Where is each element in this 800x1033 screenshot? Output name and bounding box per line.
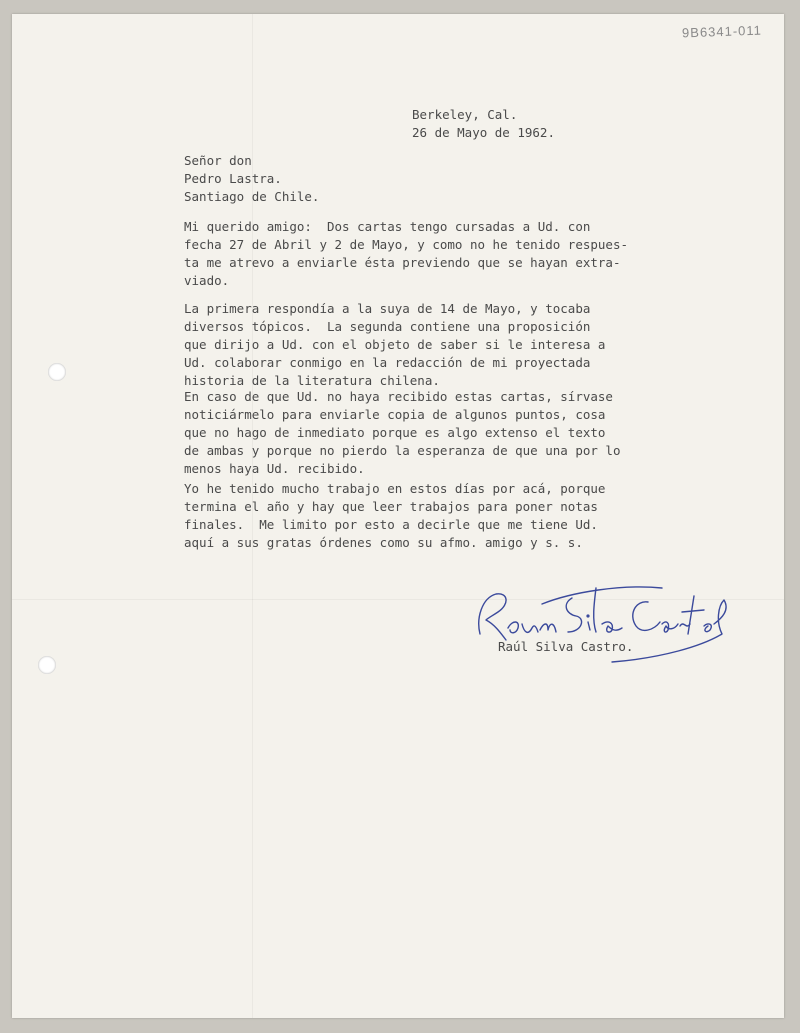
addressee-line: Señor don (184, 153, 252, 168)
text-line: Ud. colaborar conmigo en la redacción de mi proyectada (184, 355, 591, 370)
text-line: que no hago de inmediato porque es algo extenso el texto (184, 425, 606, 440)
paragraph-2 (184, 300, 605, 390)
punch-hole-top (48, 363, 66, 381)
paragraph-4 (184, 480, 605, 552)
text-line: ta me atrevo a enviarle ésta previendo que se hayan extra- (184, 255, 621, 270)
text-line: de ambas y porque no pierdo la esperanza de que una por lo (184, 443, 621, 458)
text-line: noticiármelo para enviarle copia de algunos puntos, cosa (184, 407, 606, 422)
paragraph-3 (184, 388, 621, 478)
text-line: historia de la literatura chilena. (184, 373, 440, 388)
paragraph-1 (184, 218, 628, 290)
addressee-block (184, 152, 319, 206)
text-line: que dirijo a Ud. con el objeto de saber si le interesa a (184, 337, 606, 352)
dateline-place: Berkeley, Cal. (412, 107, 518, 122)
text-line: aquí a sus gratas órdenes como su afmo. amigo y s. s. (184, 535, 583, 550)
text-line: viado. (184, 273, 230, 288)
text-line: Yo he tenido mucho trabajo en estos días por acá, porque (184, 481, 606, 496)
text-line: Mi querido amigo: Dos cartas tengo cursadas a Ud. con (184, 219, 591, 234)
letter-page (12, 14, 784, 1018)
text-line: menos haya Ud. recibido. (184, 461, 365, 476)
dateline (412, 106, 555, 142)
text-line: En caso de que Ud. no haya recibido estas cartas, sírvase (184, 389, 613, 404)
text-line: La primera respondía a la suya de 14 de Mayo, y tocaba (184, 301, 591, 316)
addressee-line: Pedro Lastra. (184, 171, 282, 186)
punch-hole-bottom (38, 656, 56, 674)
text-line: fecha 27 de Abril y 2 de Mayo, y como no he tenido respues- (184, 237, 629, 252)
addressee-line: Santiago de Chile. (184, 189, 320, 204)
text-line: finales. Me limito por esto a decirle que me tiene Ud. (184, 517, 598, 532)
text-line: diversos tópicos. La segunda contiene una proposición (184, 319, 591, 334)
signer-name: Raúl Silva Castro. (498, 639, 634, 654)
archive-reference-number: 9B6341-011 (681, 22, 763, 41)
dateline-date: 26 de Mayo de 1962. (412, 125, 555, 140)
text-line: termina el año y hay que leer trabajos para poner notas (184, 499, 598, 514)
